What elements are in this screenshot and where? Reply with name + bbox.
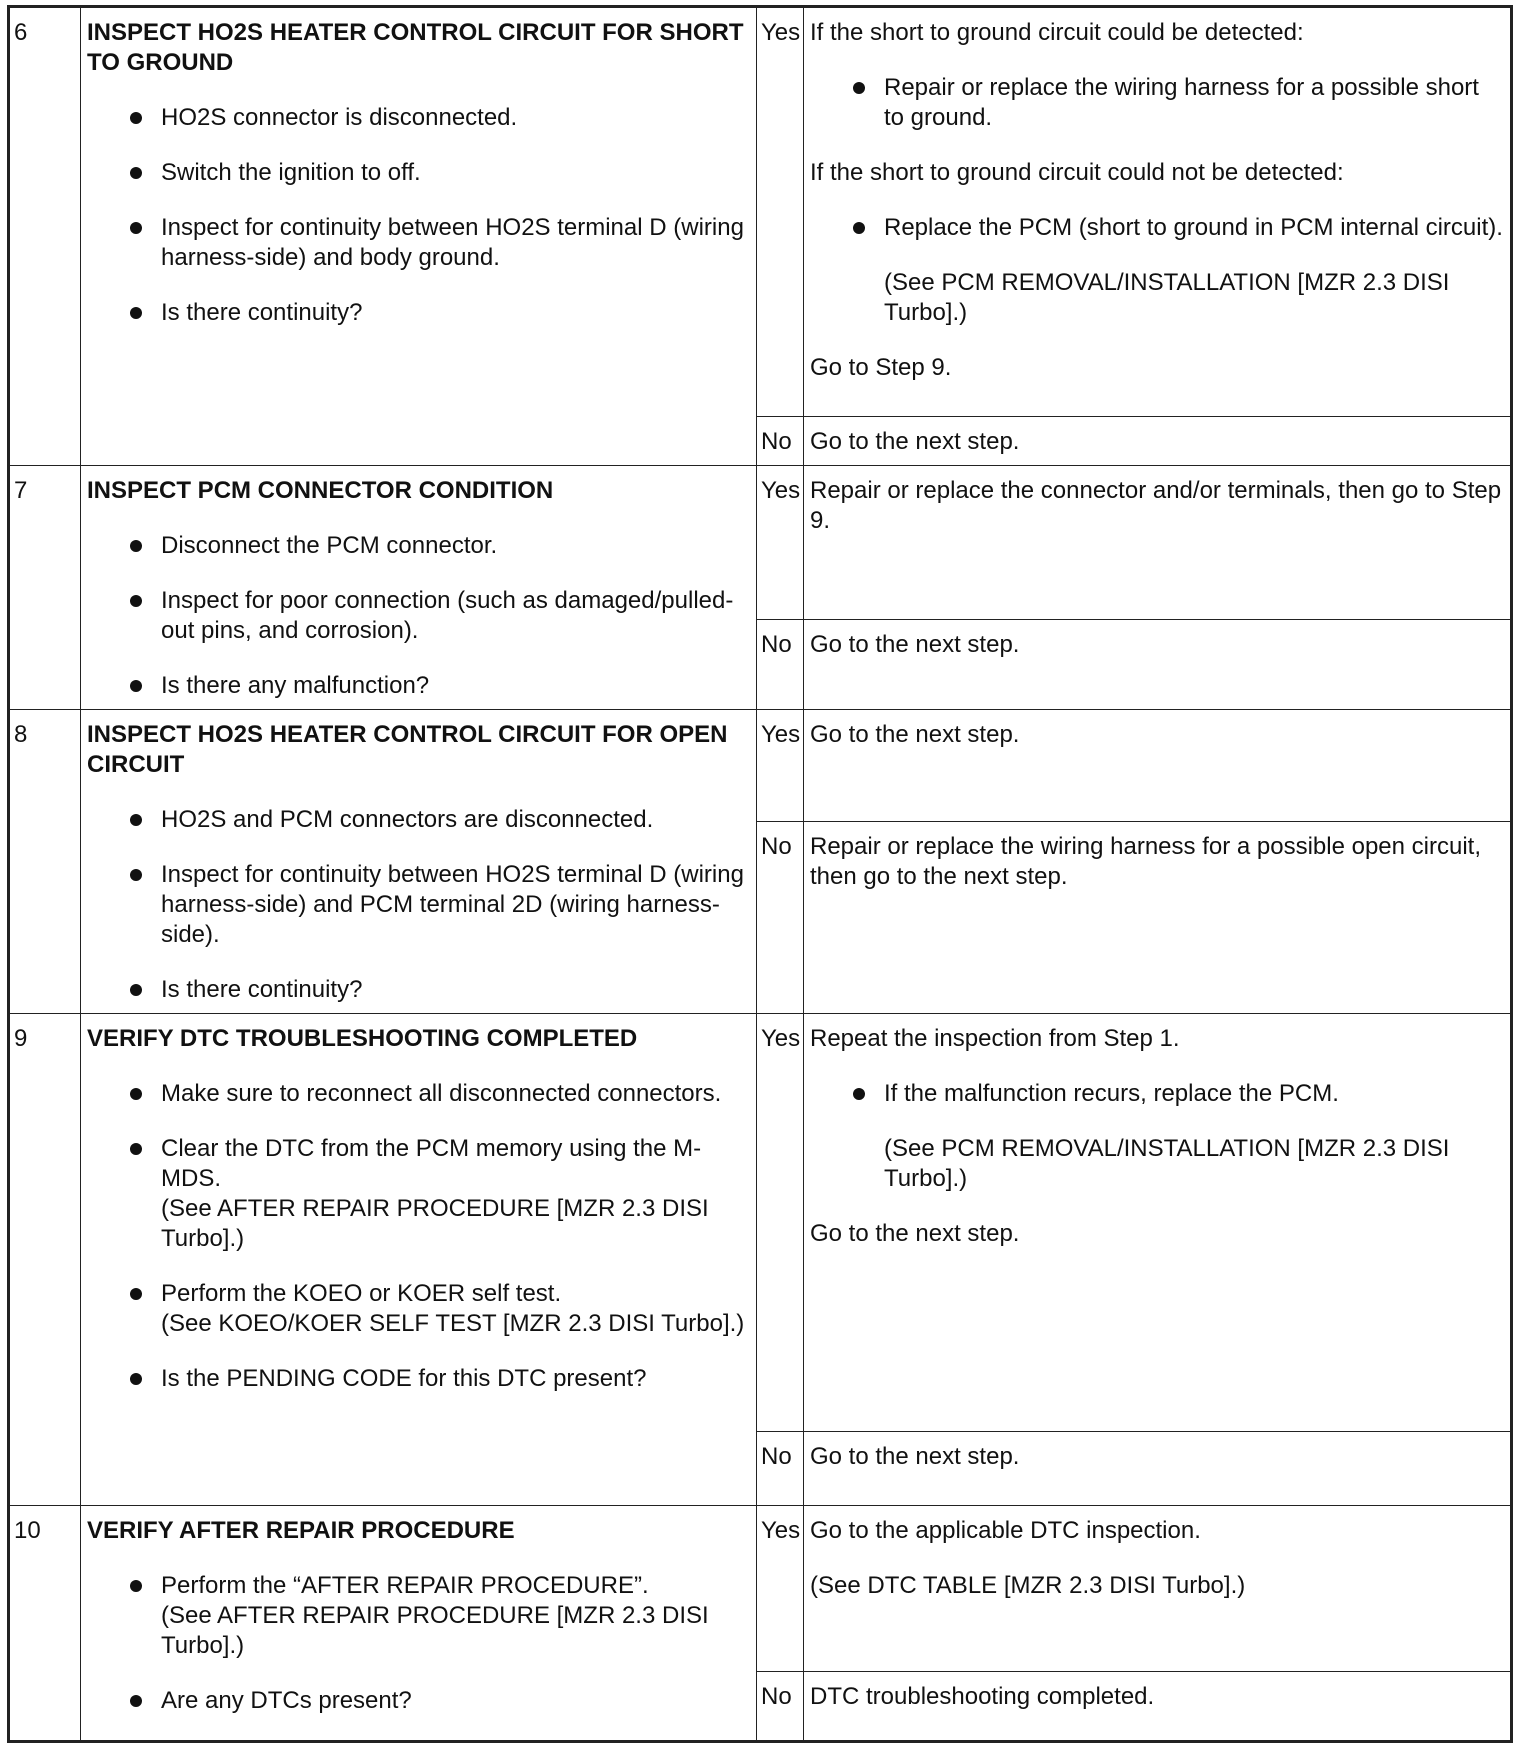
bullet-icon	[130, 167, 142, 179]
reference-text: (See PCM REMOVAL/INSTALLATION [MZR 2.3 DISI Turbo].)	[884, 269, 1450, 326]
table-row	[9, 710, 1512, 822]
result-no-cell: Repair or replace the wiring harness for a possible open circuit, then go to the next step.	[804, 822, 1512, 1014]
table-row	[9, 7, 1512, 417]
reference-text: (See KOEO/KOER SELF TEST [MZR 2.3 DISI Turbo].)	[161, 1310, 745, 1337]
action-cell	[81, 710, 757, 1014]
bullet-icon	[130, 112, 142, 124]
action-list	[87, 1571, 750, 1601]
outcome-list	[810, 213, 1504, 243]
result-no-label: No	[757, 417, 804, 466]
bullet-icon	[130, 1695, 142, 1707]
list-item: HO2S connector is disconnected.	[87, 103, 750, 133]
table-row	[9, 466, 1512, 620]
bullet-icon	[130, 869, 142, 881]
reference-text: (See AFTER REPAIR PROCEDURE [MZR 2.3 DISI Turbo].)	[161, 1195, 709, 1252]
bullet-icon	[130, 984, 142, 996]
step-number: 10	[9, 1506, 81, 1742]
list-item: If the malfunction recurs, replace the PCM.	[810, 1079, 1504, 1109]
outcome-list	[810, 73, 1504, 133]
bullet-icon	[130, 1580, 142, 1592]
bullet-icon	[130, 222, 142, 234]
action-cell	[81, 1014, 757, 1506]
list-item: Repair or replace the wiring harness for a possible short to ground.	[810, 73, 1504, 133]
list-item: Is the PENDING CODE for this DTC present?	[87, 1364, 750, 1394]
troubleshooting-table	[7, 5, 1513, 1743]
outcome-text: Go to the next step.	[810, 1220, 1020, 1247]
list-item: HO2S and PCM connectors are disconnected.	[87, 805, 750, 835]
bullet-icon	[853, 1088, 865, 1100]
outcome-text: Go to Step 9.	[810, 354, 952, 381]
bullet-icon	[853, 82, 865, 94]
action-list	[87, 1364, 750, 1394]
outcome-list	[810, 1079, 1504, 1109]
result-yes-label: Yes	[757, 7, 804, 417]
action-list	[87, 1686, 750, 1716]
action-list	[87, 103, 750, 328]
result-no-label: No	[757, 1672, 804, 1742]
result-yes-label: Yes	[757, 1014, 804, 1432]
bullet-icon	[130, 1088, 142, 1100]
step-title: VERIFY DTC TROUBLESHOOTING COMPLETED	[87, 1025, 638, 1052]
step-number: 6	[9, 7, 81, 466]
bullet-icon	[130, 1373, 142, 1385]
result-no-cell: Go to the next step.	[804, 619, 1512, 709]
action-list	[87, 531, 750, 701]
troubleshooting-table-wrapper	[7, 5, 1513, 1743]
action-list	[87, 1279, 750, 1309]
step-number: 9	[9, 1014, 81, 1506]
bullet-icon	[853, 222, 865, 234]
result-no-label: No	[757, 1432, 804, 1506]
outcome-text: (See DTC TABLE [MZR 2.3 DISI Turbo].)	[810, 1572, 1246, 1599]
list-item: Replace the PCM (short to ground in PCM internal circuit).	[810, 213, 1504, 243]
result-no-cell: Go to the next step.	[804, 417, 1512, 466]
list-item: Switch the ignition to off.	[87, 158, 750, 188]
result-yes-label: Yes	[757, 1506, 804, 1672]
result-no-cell: Go to the next step.	[804, 1432, 1512, 1506]
list-item: Are any DTCs present?	[87, 1686, 750, 1716]
result-yes-label: Yes	[757, 710, 804, 822]
step-number: 8	[9, 710, 81, 1014]
bullet-icon	[130, 1143, 142, 1155]
table-row	[9, 1014, 1512, 1432]
bullet-icon	[130, 307, 142, 319]
reference-text: (See AFTER REPAIR PROCEDURE [MZR 2.3 DISI Turbo].)	[161, 1602, 709, 1659]
bullet-icon	[130, 680, 142, 692]
action-cell	[81, 1506, 757, 1742]
list-item: Inspect for continuity between HO2S terminal D (wiring harness-side) and PCM terminal 2D (wiring harness-side).	[87, 860, 750, 950]
list-item: Is there continuity?	[87, 298, 750, 328]
list-item: Is there continuity?	[87, 975, 750, 1005]
action-cell	[81, 466, 757, 710]
list-item: Is there any malfunction?	[87, 671, 750, 701]
list-item: Perform the KOEO or KOER self test.	[87, 1279, 750, 1309]
list-item: Clear the DTC from the PCM memory using the M-MDS.	[87, 1134, 750, 1194]
step-title: INSPECT HO2S HEATER CONTROL CIRCUIT FOR OPEN CIRCUIT	[87, 721, 728, 778]
table-row	[9, 1506, 1512, 1672]
result-no-label: No	[757, 619, 804, 709]
result-yes-cell	[804, 1014, 1512, 1432]
list-item: Inspect for poor connection (such as damaged/pulled-out pins, and corrosion).	[87, 586, 750, 646]
action-cell	[81, 7, 757, 466]
step-title: INSPECT PCM CONNECTOR CONDITION	[87, 477, 554, 504]
list-item: Perform the “AFTER REPAIR PROCEDURE”.	[87, 1571, 750, 1601]
step-number: 7	[9, 466, 81, 710]
bullet-icon	[130, 595, 142, 607]
result-yes-cell	[804, 7, 1512, 417]
outcome-text: Repeat the inspection from Step 1.	[810, 1025, 1180, 1052]
action-list	[87, 1079, 750, 1194]
result-yes-cell: Go to the next step.	[804, 710, 1512, 822]
list-item: Make sure to reconnect all disconnected connectors.	[87, 1079, 750, 1109]
step-title: INSPECT HO2S HEATER CONTROL CIRCUIT FOR SHORT TO GROUND	[87, 19, 744, 76]
list-item: Inspect for continuity between HO2S terminal D (wiring harness-side) and body ground.	[87, 213, 750, 273]
bullet-icon	[130, 1288, 142, 1300]
result-yes-cell: Repair or replace the connector and/or terminals, then go to Step 9.	[804, 466, 1512, 620]
result-yes-cell	[804, 1506, 1512, 1672]
step-title: VERIFY AFTER REPAIR PROCEDURE	[87, 1517, 515, 1544]
list-item: Disconnect the PCM connector.	[87, 531, 750, 561]
outcome-text: Go to the applicable DTC inspection.	[810, 1517, 1201, 1544]
action-list	[87, 805, 750, 1005]
bullet-icon	[130, 540, 142, 552]
result-yes-label: Yes	[757, 466, 804, 620]
reference-text: (See PCM REMOVAL/INSTALLATION [MZR 2.3 DISI Turbo].)	[884, 1135, 1450, 1192]
outcome-text: If the short to ground circuit could not be detected:	[810, 159, 1344, 186]
outcome-text: If the short to ground circuit could be detected:	[810, 19, 1304, 46]
bullet-icon	[130, 814, 142, 826]
result-no-label: No	[757, 822, 804, 1014]
result-no-cell: DTC troubleshooting completed.	[804, 1672, 1512, 1742]
